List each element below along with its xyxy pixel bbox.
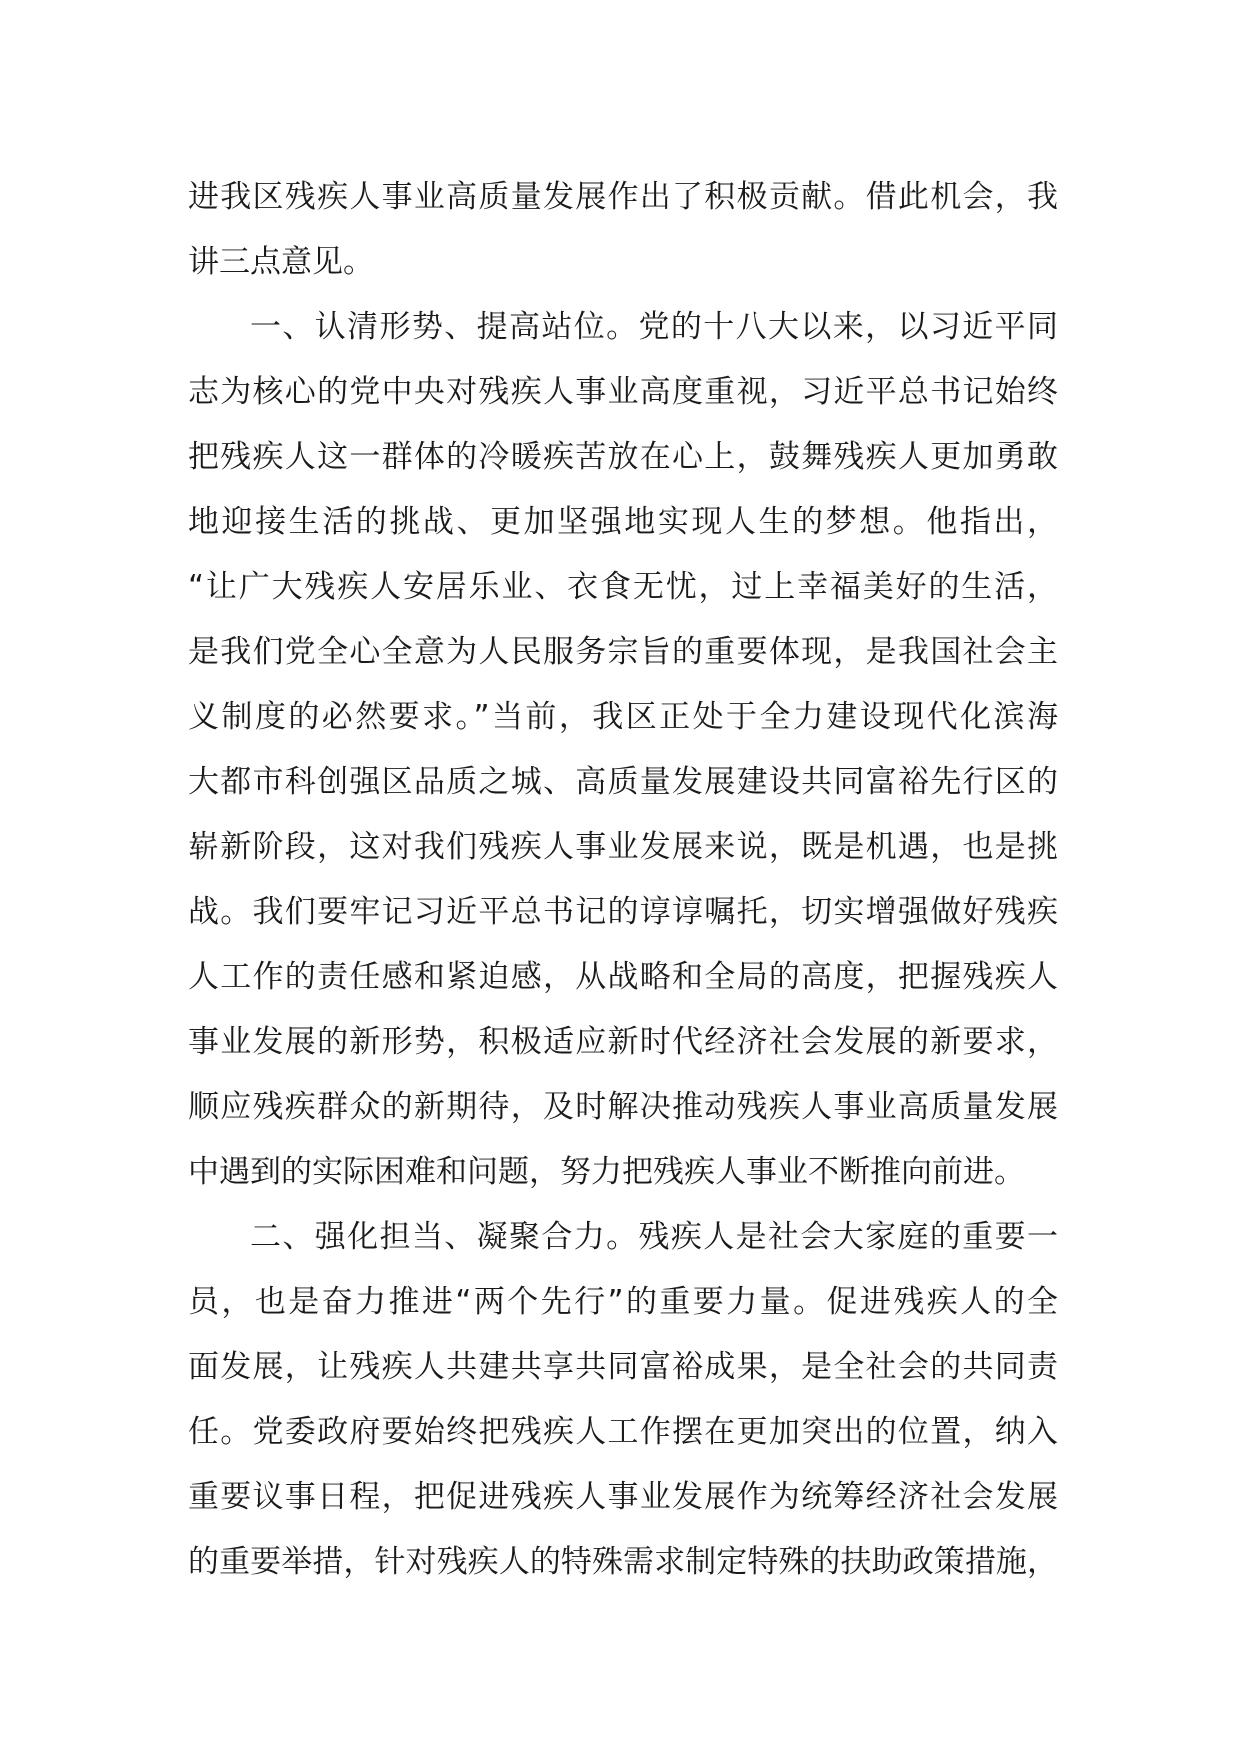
document-body [188, 165, 1058, 1595]
text-line: 员，也是奋力推进“两个先行”的重要力量。促进残疾人的全 [188, 1284, 1058, 1320]
text-line: 义制度的必然要求。”当前，我区正处于全力建设现代化滨海 [188, 699, 1058, 735]
text-line: 进我区残疾人事业高质量发展作出了积极贡献。借此机会，我 [188, 179, 1058, 215]
text-line: 中遇到的实际困难和问题，努力把残疾人事业不断推向前进。 [188, 1154, 1025, 1190]
text-line: 人工作的责任感和紧迫感，从战略和全局的高度，把握残疾人 [188, 959, 1058, 995]
text-line: 是我们党全心全意为人民服务宗旨的重要体现，是我国社会主 [188, 634, 1058, 670]
text-line: 志为核心的党中央对残疾人事业高度重视，习近平总书记始终 [188, 374, 1058, 410]
text-line: 大都市科创强区品质之城、高质量发展建设共同富裕先行区的 [188, 764, 1058, 800]
text-line: 重要议事日程，把促进残疾人事业发展作为统筹经济社会发展 [188, 1479, 1058, 1515]
text-line: 讲三点意见。 [188, 244, 374, 280]
text-line: 事业发展的新形势，积极适应新时代经济社会发展的新要求， [188, 1024, 1058, 1060]
text-line: 顺应残疾群众的新期待，及时解决推动残疾人事业高质量发展 [188, 1089, 1058, 1125]
text-line: 战。我们要牢记习近平总书记的谆谆嘱托，切实增强做好残疾 [188, 894, 1058, 930]
text-line: 面发展，让残疾人共建共享共同富裕成果，是全社会的共同责 [188, 1349, 1058, 1385]
text-line: 一、认清形势、提高站位。党的十八大以来，以习近平同 [250, 309, 1058, 345]
text-line: “让广大残疾人安居乐业、衣食无忧，过上幸福美好的生活， [188, 569, 1058, 605]
text-line: 二、强化担当、凝聚合力。残疾人是社会大家庭的重要一 [250, 1219, 1058, 1255]
text-line: 地迎接生活的挑战、更加坚强地实现人生的梦想。他指出， [188, 504, 1058, 540]
text-line: 把残疾人这一群体的冷暖疾苦放在心上，鼓舞残疾人更加勇敢 [188, 439, 1058, 475]
text-line: 崭新阶段，这对我们残疾人事业发展来说，既是机遇，也是挑 [188, 829, 1058, 865]
text-line: 的重要举措，针对残疾人的特殊需求制定特殊的扶助政策措施， [188, 1544, 1058, 1580]
text-line: 任。党委政府要始终把残疾人工作摆在更加突出的位置，纳入 [188, 1414, 1058, 1450]
